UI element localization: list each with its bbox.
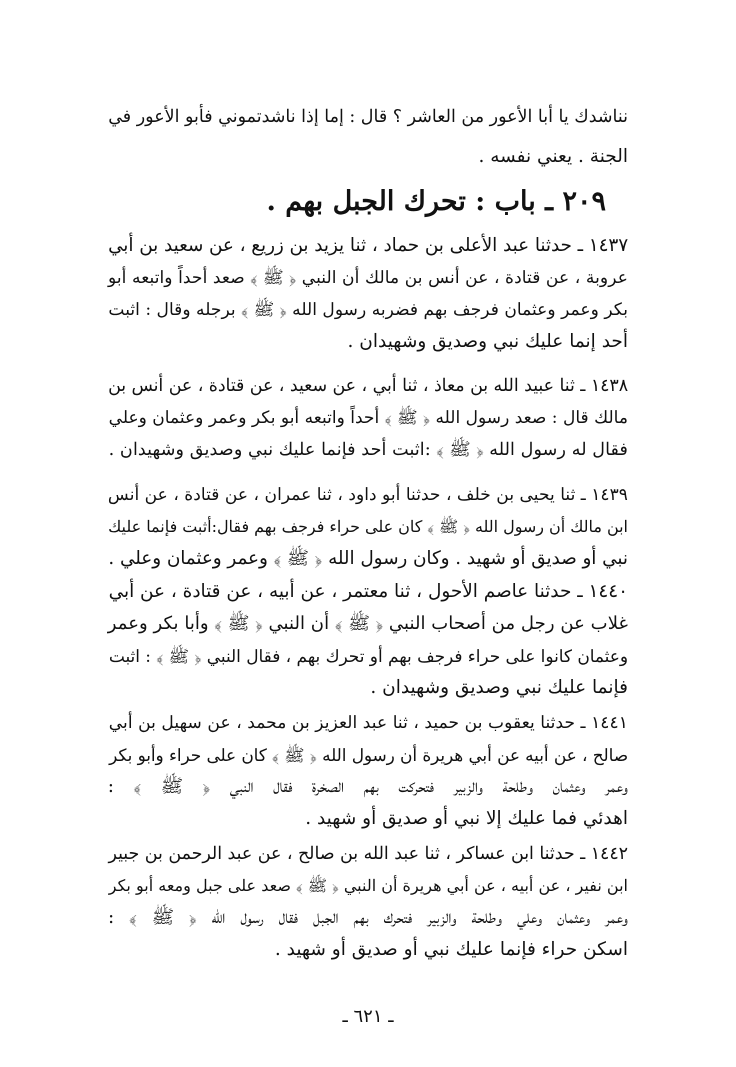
hadith-1438-line: مالك قال : صعد رسول الله ﴿ ﷺ ﴾ أحداً واتبعه أبو بكر وعمر وعثمان وعلي xyxy=(108,408,628,428)
hadith-1439-line: نبي أو صديق أو شهيد . وكان رسول الله ﴿ ﷺ ﴾ وعمر وعثمان وعلي . xyxy=(108,548,628,569)
hadith-1437-line: ١٤٣٧ ـ حدثنا عبد الأعلى بن حماد ، ثنا يزيد بن زريع ، عن سعيد بن أبي xyxy=(108,235,628,256)
text-line: الجنة . يعني نفسه . xyxy=(478,146,628,167)
chapter-heading: ٢٠٩ ـ باب : تحرك الجبل بهم . xyxy=(266,186,606,217)
hadith-1442-line: ابن نفير ، عن أبيه ، عن أبي هريرة أن النبي ﴿ ﷺ ﴾ صعد على جبل ومعه أبو بكر xyxy=(108,876,628,895)
hadith-1437-line: بكر وعمر وعثمان فرجف بهم فضربه رسول الله ﴿ ﷺ ﴾ برجله وقال : اثبت xyxy=(108,300,628,320)
page-number: ـ ٦٢١ ـ xyxy=(342,1006,394,1027)
hadith-1441-line: اهدئي فما عليك إلا نبي أو صديق أو شهيد . xyxy=(305,808,628,829)
hadith-1441-line: ١٤٤١ ـ حدثنا يعقوب بن حميد ، ثنا عبد العزيز بن محمد ، عن سهيل بن أبي xyxy=(108,713,628,733)
hadith-1438-line: فقال له رسول الله ﴿ ﷺ ﴾ :اثبت أحد فإنما عليك نبي وصديق وشهيدان . xyxy=(108,440,628,460)
hadith-1440-line: وعثمان كانوا على حراء فرجف بهم أو تحرك بهم ، فقال النبي ﴿ ﷺ ﴾ : اثبت xyxy=(108,646,628,666)
hadith-1439-line: ابن مالك أن رسول الله ﴿ ﷺ ﴾ كان على حراء فرجف بهم فقال:أثبت فإنما عليك xyxy=(108,517,628,536)
hadith-1442-line: اسكن حراء فإنما عليك نبي أو صديق أو شهيد . xyxy=(274,939,628,960)
text-line: نناشدك يا أبا الأعور من العاشر ؟ قال : إما إذا ناشدتموني فأبو الأعور في xyxy=(108,107,628,127)
hadith-1441-line: صالح ، عن أبيه عن أبي هريرة أن رسول الله ﴿ ﷺ ﴾ كان على حراء وأبو بكر xyxy=(109,745,628,765)
hadith-1442-line: ١٤٤٢ ـ حدثنا ابن عساكر ، ثنا عبد الله بن صالح ، عن عبد الرحمن بن جبير xyxy=(108,844,628,864)
hadith-1439-line: ١٤٣٩ ـ ثنا يحيى بن خلف ، حدثنا أبو داود ، ثنا عمران ، عن قتادة ، عن أنس xyxy=(107,485,628,505)
hadith-1442-line: وعمر وعثمان وعلي وطلحة والزبير فتحرك بهم الجبل فقال رسول الله ﴿ ﷺ ﴾ : xyxy=(107,907,628,928)
hadith-1441-line: وعمر وعثمان وطلحة والزبير فتحركت بهم الصخرة فقال النبي ﴿ ﷺ ﴾ : xyxy=(107,776,628,797)
hadith-1440-line: فإنما عليك نبي وصديق وشهيدان . xyxy=(370,677,628,698)
hadith-1440-line: غلاب عن رجل من أصحاب النبي ﴿ ﷺ ﴾ أن النبي ﴿ ﷺ ﴾ وأبا بكر وعمر xyxy=(107,613,628,634)
hadith-1438-line: ١٤٣٨ ـ ثنا عبيد الله بن معاذ ، ثنا أبي ، عن سعيد ، عن قتادة ، عن أنس بن xyxy=(108,376,628,396)
hadith-1437-line: أحد إنما عليك نبي وصديق وشهيدان . xyxy=(347,331,628,352)
hadith-1440-line: ١٤٤٠ ـ حدثنا عاصم الأحول ، ثنا معتمر ، عن أبيه ، عن قتادة ، عن أبي xyxy=(108,581,628,602)
hadith-1437-line: عروبة ، عن قتادة ، عن أنس بن مالك أن النبي ﴿ ﷺ ﴾ صعد أحداً واتبعه أبو xyxy=(107,268,628,288)
